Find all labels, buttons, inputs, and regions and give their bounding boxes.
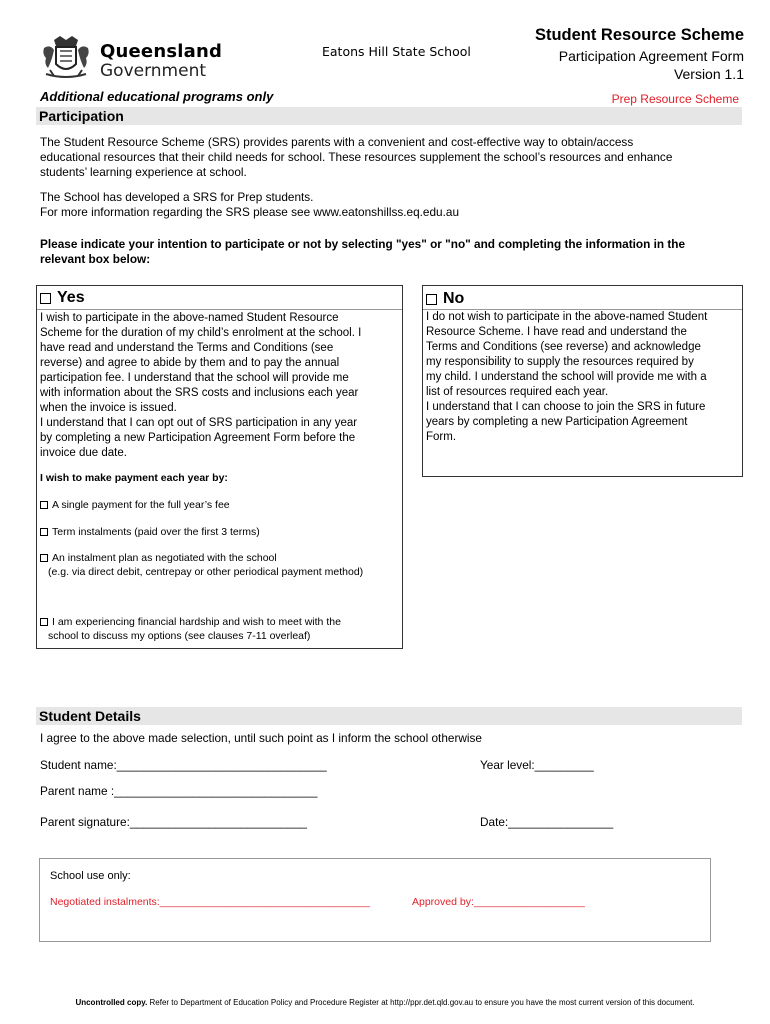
student-details-heading: Student Details — [36, 707, 742, 725]
description-line: I understand that I can choose to join the SRS in future — [426, 401, 706, 413]
additional-programs-label: Additional educational programs only — [40, 89, 274, 104]
intro-line: The Student Resource Scheme (SRS) provides parents with a convenient and cost-effective way to obtain/access — [40, 135, 634, 149]
negotiated-instalments-field[interactable]: Negotiated instalments:____________________________________ — [50, 896, 370, 908]
queensland-government-logo — [40, 34, 223, 82]
logo-text-line1: Queensland — [100, 41, 223, 62]
info-line: The School has developed a SRS for Prep students. — [40, 190, 314, 204]
description-line: years by completing a new Participation Agreement — [426, 416, 688, 428]
hardship-checkbox[interactable] — [40, 618, 48, 626]
school-use-box — [39, 858, 711, 942]
no-label: No — [443, 290, 465, 307]
instalment-plan-note: (e.g. via direct debit, centrepay or other periodical payment method) — [48, 565, 364, 578]
description-line: Resource Scheme. I have read and understand the — [426, 326, 687, 338]
intro-line: students’ learning experience at school. — [40, 165, 247, 179]
instalment-plan-checkbox[interactable] — [40, 554, 48, 562]
instruction-paragraph — [40, 237, 740, 267]
description-line: Terms and Conditions (see reverse) and acknowledge — [426, 341, 701, 353]
term-instalments-checkbox[interactable] — [40, 528, 48, 536]
yes-checkbox[interactable] — [40, 293, 51, 304]
single-payment-label: A single payment for the full year’s fee — [52, 499, 230, 511]
yes-description — [40, 311, 402, 461]
description-line: I understand that I can opt out of SRS participation in any year — [40, 417, 358, 429]
description-line: Scheme for the duration of my child’s enrolment at the school. I — [40, 327, 362, 339]
form-subtitle: Participation Agreement Form — [558, 48, 744, 64]
scheme-name: Prep Resource Scheme — [611, 92, 739, 106]
year-level-field[interactable]: Year level:_________ — [480, 758, 594, 772]
payment-option-single[interactable] — [40, 499, 230, 513]
school-name: Eatons Hill State School — [322, 44, 471, 59]
participation-heading: Participation — [36, 107, 742, 125]
hardship-label: I am experiencing financial hardship and wish to meet with the — [52, 616, 341, 628]
no-checkbox[interactable] — [426, 294, 437, 305]
description-line: my responsibility to supply the resources required by — [426, 356, 694, 368]
single-payment-checkbox[interactable] — [40, 501, 48, 509]
payment-option-term[interactable] — [40, 526, 260, 540]
date-field[interactable]: Date:________________ — [480, 815, 614, 829]
yes-option-box — [36, 285, 403, 649]
yes-label: Yes — [57, 289, 85, 306]
form-version: Version 1.1 — [673, 66, 744, 82]
form-title-block — [535, 26, 744, 82]
footer-note — [0, 998, 770, 1007]
description-line: when the invoice is issued. — [40, 402, 177, 414]
description-line: reverse) and agree to abide by them and to pay the annual — [40, 357, 340, 369]
agreement-text: I agree to the above made selection, until such point as I inform the school otherwise — [40, 731, 482, 745]
no-option-box — [422, 285, 743, 477]
instruction-line: Please indicate your intention to participate or not by selecting "yes" or "no" and completing the information in the — [40, 237, 686, 251]
footer-text: Refer to Department of Education Policy and Procedure Register at http://ppr.det.qld.gov.au to ensure you have the most current version of this document. — [147, 998, 695, 1007]
instruction-line: relevant box below: — [40, 252, 151, 266]
term-instalments-label: Term instalments (paid over the first 3 terms) — [52, 526, 260, 538]
form-title: Student Resource Scheme — [534, 26, 744, 44]
parent-name-field[interactable]: Parent name :_______________________________ — [40, 784, 318, 798]
coat-of-arms-icon — [40, 34, 92, 82]
no-description — [426, 310, 742, 445]
intro-paragraph — [40, 135, 740, 180]
payment-heading: I wish to make payment each year by: — [40, 472, 228, 484]
description-line: I wish to participate in the above-named Student Resource — [40, 312, 339, 324]
instalment-plan-label: An instalment plan as negotiated with the school — [52, 552, 277, 564]
description-line: invoice due date. — [40, 447, 127, 459]
yes-header — [37, 286, 402, 310]
school-use-heading: School use only: — [50, 870, 131, 882]
info-paragraph — [40, 190, 740, 220]
parent-signature-field[interactable]: Parent signature:___________________________ — [40, 815, 307, 829]
info-line: For more information regarding the SRS please see www.eatonshillss.eq.edu.au — [40, 205, 460, 219]
description-line: I do not wish to participate in the above-named Student — [426, 311, 708, 323]
description-line: with information about the SRS costs and inclusions each year — [40, 387, 359, 399]
description-line: list of resources required each year. — [426, 386, 609, 398]
intro-line: educational resources that their child needs for school. These resources supplement the school’s resources and enhance — [40, 150, 673, 164]
hardship-note: school to discuss my options (see clauses 7-11 overleaf) — [48, 629, 311, 642]
description-line: have read and understand the Terms and Conditions (see — [40, 342, 334, 354]
no-header — [423, 286, 742, 310]
description-line: Form. — [426, 431, 457, 443]
footer-bold: Uncontrolled copy. — [75, 998, 148, 1007]
description-line: my child. I understand the school will provide me with a — [426, 371, 707, 383]
description-line: participation fee. I understand that the school will provide me — [40, 372, 349, 384]
approved-by-field[interactable]: Approved by:___________________ — [412, 896, 585, 908]
payment-option-hardship[interactable] — [40, 616, 341, 643]
payment-option-plan[interactable] — [40, 552, 363, 579]
student-name-field[interactable]: Student name:________________________________ — [40, 758, 327, 772]
description-line: by completing a new Participation Agreement Form before the — [40, 432, 356, 444]
logo-text-line2: Government — [100, 61, 207, 81]
